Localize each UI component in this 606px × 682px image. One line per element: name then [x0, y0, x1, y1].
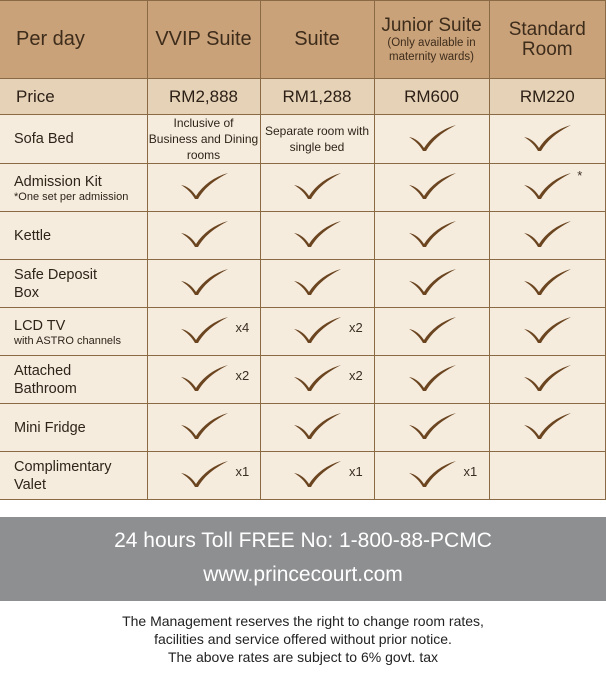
admission-kit-sublabel: *One set per admission — [14, 190, 129, 203]
attached-bathroom-label-cell — [0, 356, 147, 404]
checkmark-icon — [406, 266, 458, 296]
checkmark-icon — [406, 170, 458, 200]
checkmark-icon — [291, 410, 343, 440]
vvip-attached-bathroom-cell — [147, 356, 260, 404]
admission-kit-label: Admission Kit — [14, 173, 102, 190]
junior-suite-note: (Only available in maternity wards) — [387, 36, 476, 63]
standard-lcd-tv-cell — [489, 308, 606, 356]
website-link[interactable]: www.princecourt.com — [203, 563, 403, 586]
mini-fridge-row — [0, 404, 606, 452]
safe-deposit-row — [0, 260, 606, 308]
standard-safe-deposit-cell — [489, 260, 606, 308]
sofa-bed-row — [0, 115, 606, 164]
checkmark-icon — [406, 314, 458, 344]
standard-room-title-line2: Room — [521, 38, 573, 60]
checkmark-icon — [291, 266, 343, 296]
quantity-label: x4 — [235, 320, 250, 335]
checkmark-icon — [521, 266, 573, 296]
checkmark-icon — [406, 362, 458, 392]
standard-valet-cell — [489, 452, 606, 500]
junior-attached-bathroom-cell — [374, 356, 489, 404]
valet-label-cell — [0, 452, 147, 500]
checkmark-icon — [291, 170, 343, 200]
checkmark-icon — [178, 410, 230, 440]
header-row — [0, 1, 606, 79]
kettle-label: Kettle — [0, 212, 147, 260]
disclaimer-line3: The above rates are subject to 6% govt. tax — [167, 649, 439, 665]
sofa-bed-label: Sofa Bed — [0, 115, 147, 164]
standard-room-title-line1: Standard — [508, 18, 586, 40]
suite-price: RM1,288 — [260, 79, 374, 115]
junior-kettle-cell — [374, 212, 489, 260]
checkmark-icon — [291, 362, 363, 392]
junior-admission-kit-cell — [374, 164, 489, 212]
quantity-label: x2 — [349, 368, 363, 383]
checkmark-icon — [178, 314, 250, 344]
checkmark-icon — [178, 266, 230, 296]
valet-label-line2: Valet — [14, 476, 46, 493]
junior-suite-header — [374, 1, 489, 79]
attached-bathroom-label-line1: Attached — [14, 362, 72, 379]
suite-admission-kit-cell — [260, 164, 374, 212]
vvip-mini-fridge-cell — [147, 404, 260, 452]
suite-kettle-cell — [260, 212, 374, 260]
asterisk-mark: * — [577, 168, 583, 183]
safe-deposit-label-line2: Box — [14, 284, 39, 301]
checkmark-icon — [406, 218, 458, 248]
vvip-lcd-tv-cell — [147, 308, 260, 356]
checkmark-icon — [521, 362, 573, 392]
junior-sofa-bed-cell — [374, 115, 489, 164]
lcd-tv-sublabel: with ASTRO channels — [14, 334, 121, 347]
admission-kit-row — [0, 164, 606, 212]
toll-free-number: 24 hours Toll FREE No: 1-800-88-PCMC — [114, 529, 492, 552]
vvip-admission-kit-cell — [147, 164, 260, 212]
checkmark-icon — [178, 458, 250, 488]
standard-kettle-cell — [489, 212, 606, 260]
lcd-tv-row — [0, 308, 606, 356]
suite-mini-fridge-cell — [260, 404, 374, 452]
junior-price: RM600 — [374, 79, 489, 115]
standard-price: RM220 — [489, 79, 606, 115]
standard-attached-bathroom-cell — [489, 356, 606, 404]
checkmark-icon — [521, 122, 573, 152]
kettle-row — [0, 212, 606, 260]
suite-safe-deposit-cell — [260, 260, 374, 308]
quantity-label: x2 — [235, 368, 250, 383]
checkmark-icon — [521, 410, 573, 440]
attached-bathroom-row — [0, 356, 606, 404]
safe-deposit-label-line1: Safe Deposit — [14, 266, 98, 283]
suite-attached-bathroom-cell — [260, 356, 374, 404]
checkmark-icon — [291, 458, 363, 488]
attached-bathroom-label-line2: Bathroom — [14, 380, 77, 397]
checkmark-icon — [291, 218, 343, 248]
disclaimer-line2: facilities and service offered without prior notice. — [154, 631, 452, 647]
suite-lcd-tv-cell — [260, 308, 374, 356]
checkmark-icon — [406, 410, 458, 440]
vvip-suite-header: VVIP Suite — [147, 1, 260, 79]
junior-valet-cell — [374, 452, 489, 500]
quantity-label: x1 — [349, 464, 363, 479]
checkmark-icon — [521, 218, 573, 248]
lcd-tv-label: LCD TV — [14, 317, 66, 334]
safe-deposit-label-cell — [0, 260, 147, 308]
mini-fridge-label: Mini Fridge — [0, 404, 147, 452]
suite-valet-cell — [260, 452, 374, 500]
lcd-tv-label-cell — [0, 308, 147, 356]
checkmark-icon — [291, 314, 363, 344]
quantity-label: x1 — [463, 464, 478, 479]
vvip-safe-deposit-cell — [147, 260, 260, 308]
price-label: Price — [0, 79, 147, 115]
quantity-label: x1 — [235, 464, 250, 479]
checkmark-icon — [521, 168, 583, 200]
disclaimer-line1: The Management reserves the right to change room rates, — [122, 613, 484, 629]
standard-admission-kit-cell — [489, 164, 606, 212]
valet-row — [0, 452, 606, 500]
vvip-valet-cell — [147, 452, 260, 500]
checkmark-icon — [178, 362, 250, 392]
checkmark-icon — [406, 458, 478, 488]
per-day-header: Per day — [0, 1, 147, 79]
junior-mini-fridge-cell — [374, 404, 489, 452]
vvip-price: RM2,888 — [147, 79, 260, 115]
checkmark-icon — [178, 170, 230, 200]
standard-room-header — [489, 1, 606, 79]
suite-sofa-bed-note: Separate room with single bed — [260, 115, 374, 164]
vvip-sofa-bed-note: Inclusive of Business and Dining rooms — [148, 116, 259, 162]
standard-sofa-bed-cell — [489, 115, 606, 164]
vvip-kettle-cell — [147, 212, 260, 260]
junior-suite-title: Junior Suite — [381, 14, 482, 36]
price-row — [0, 79, 606, 115]
checkmark-icon — [521, 314, 573, 344]
quantity-label: x2 — [349, 320, 363, 335]
contact-banner — [0, 517, 606, 601]
junior-safe-deposit-cell — [374, 260, 489, 308]
valet-label-line1: Complimentary — [14, 458, 112, 475]
disclaimer — [0, 612, 606, 666]
checkmark-icon — [406, 122, 458, 152]
junior-lcd-tv-cell — [374, 308, 489, 356]
checkmark-icon — [178, 218, 230, 248]
suite-header: Suite — [260, 1, 374, 79]
standard-mini-fridge-cell — [489, 404, 606, 452]
admission-kit-label-cell — [0, 164, 147, 212]
